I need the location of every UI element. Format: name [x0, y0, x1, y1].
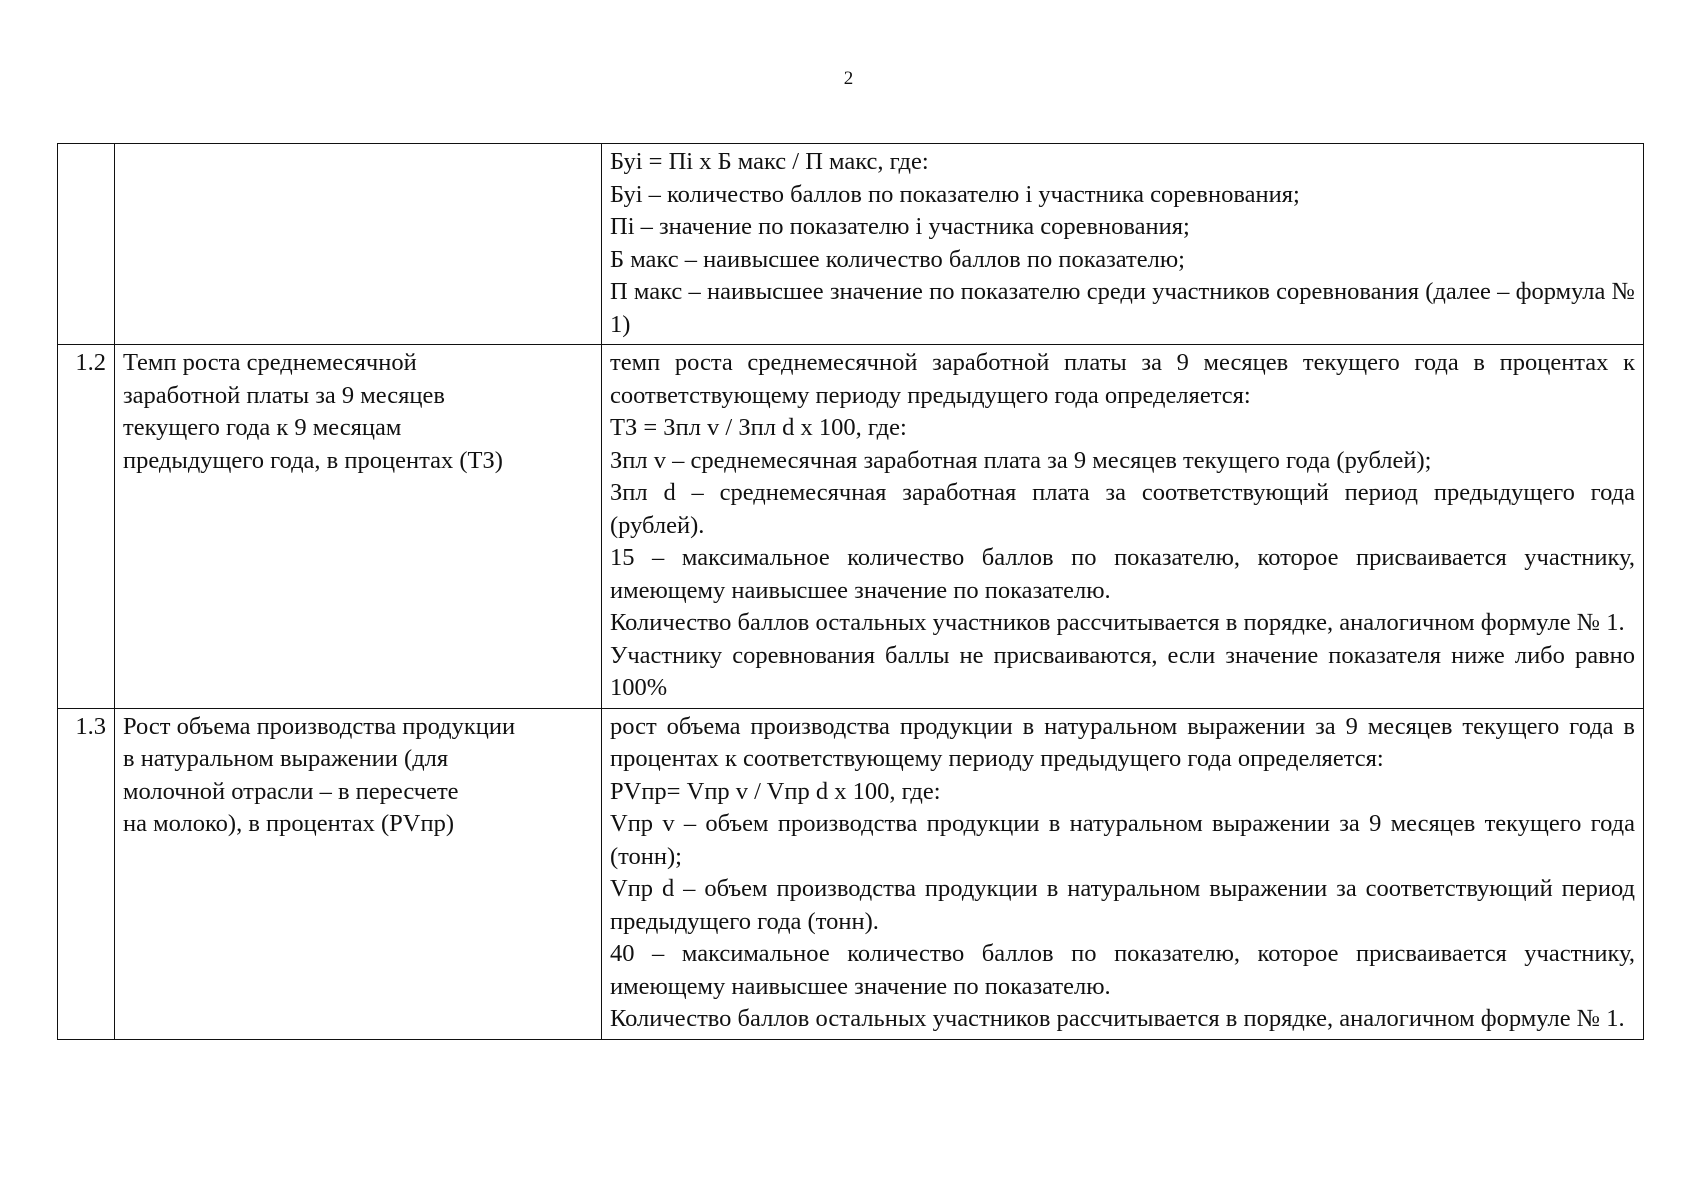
description-paragraph: П макс – наивысшее значение по показателю среди участников соревнования (далее – формула № 1): [610, 278, 1635, 338]
description-paragraph: рост объема производства продукции в натуральном выражении за 9 месяцев текущего года в процентах к соответствующему периоду предыдущего года определяется:: [610, 712, 1635, 772]
description-paragraph: Пі – значение по показателю і участника соревнования;: [610, 213, 1190, 240]
indicator-name-line: текущего года к 9 месяцам: [123, 414, 402, 441]
table-row: [58, 345, 1644, 709]
indicator-description: [602, 144, 1644, 345]
description-paragraph: Vпр d – объем производства продукции в натуральном выражении за соответствующий период предыдущего года (тонн).: [610, 875, 1635, 935]
description-paragraph: Буі – количество баллов по показателю і участника соревнования;: [610, 180, 1300, 208]
description-paragraph: 15 – максимальное количество баллов по показателю, которое присваивается участнику, имеющему наивысшее значение по показателю.: [610, 544, 1635, 604]
criteria-table: [57, 143, 1644, 1040]
indicator-name-line: предыдущего года, в процентах (ТЗ): [123, 446, 503, 474]
page-number: 2: [843, 68, 854, 89]
description-paragraph: ТЗ = Зпл v / Зпл d x 100, где:: [610, 414, 907, 441]
description-paragraph: Vпр v – объем производства продукции в натуральном выражении за 9 месяцев текущего года (тонн);: [610, 810, 1635, 870]
description-paragraph: Количество баллов остальных участников рассчитывается в порядке, аналогичном формуле № 1.: [610, 609, 1625, 636]
row-number: 1.2: [58, 345, 115, 709]
indicator-name-line: Рост объема производства продукции: [123, 712, 516, 740]
description-paragraph: Буі = Пі x Б макс / П макс, где:: [610, 148, 929, 175]
row-number: 1.3: [58, 708, 115, 1039]
indicator-description: [602, 708, 1644, 1039]
description-paragraph: Зпл v – среднемесячная заработная плата за 9 месяцев текущего года (рублей);: [610, 446, 1432, 474]
description-paragraph: PVпр= Vпр v / Vпр d x 100, где:: [610, 777, 941, 805]
indicator-description: [602, 345, 1644, 709]
indicator-name: [115, 345, 602, 709]
description-paragraph: темп роста среднемесячной заработной платы за 9 месяцев текущего года в процентах к соответствующему периоду предыдущего года определяется:: [610, 349, 1635, 409]
description-paragraph: Б макс – наивысшее количество баллов по показателю;: [610, 245, 1185, 273]
table-row: [58, 708, 1644, 1039]
indicator-name-line: на молоко), в процентах (PVпр): [123, 810, 454, 837]
description-paragraph: Количество баллов остальных участников рассчитывается в порядке, аналогичном формуле № 1.: [610, 1005, 1625, 1032]
row-number: [58, 144, 115, 345]
description-paragraph: Участнику соревнования баллы не присваиваются, если значение показателя ниже либо равно 100%: [610, 641, 1635, 701]
indicator-name: [115, 708, 602, 1039]
description-paragraph: Зпл d – среднемесячная заработная плата за соответствующий период предыдущего года (рублей).: [610, 479, 1635, 539]
table-row: [58, 144, 1644, 345]
indicator-name-line: в натуральном выражении (для: [123, 745, 449, 772]
indicator-name-line: молочной отрасли – в пересчете: [123, 777, 459, 805]
indicator-name: [115, 144, 602, 345]
description-paragraph: 40 – максимальное количество баллов по показателю, которое присваивается участнику, имеющему наивысшее значение по показателю.: [610, 940, 1635, 1000]
indicator-name-line: заработной платы за 9 месяцев: [123, 381, 445, 409]
indicator-name-line: Темп роста среднемесячной: [123, 349, 417, 376]
